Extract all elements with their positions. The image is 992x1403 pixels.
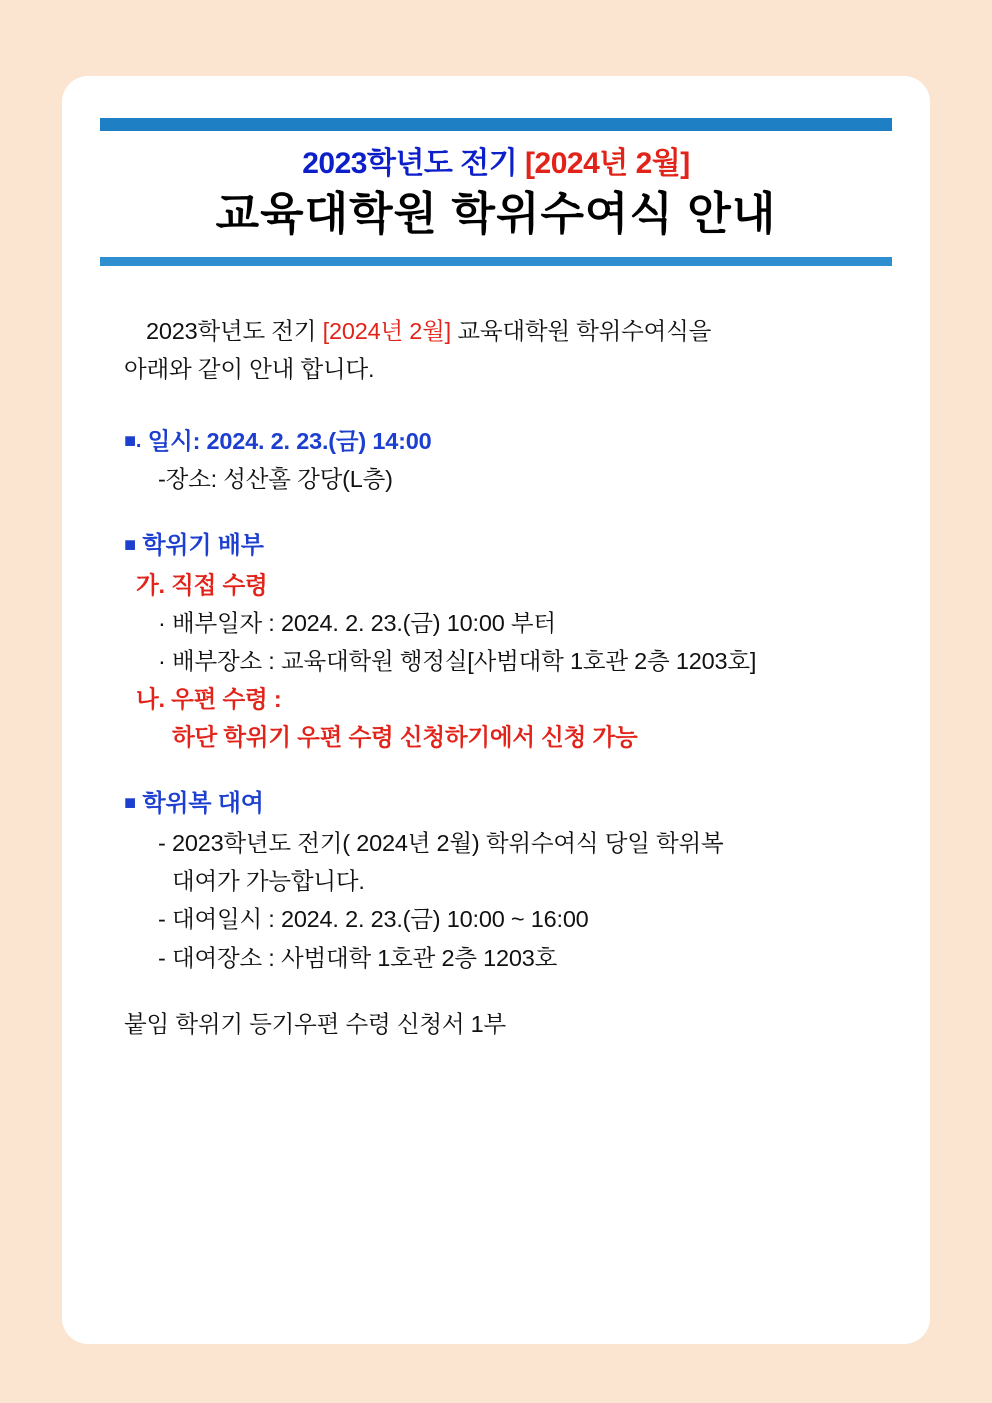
diploma-sub-b: 나. 우편 수령 :	[136, 686, 282, 713]
gown-heading-row	[124, 784, 868, 824]
diploma-b-line-1: 하단 학위기 우편 수령 신청하기에서 신청 가능	[172, 724, 638, 751]
spacer-3	[124, 756, 868, 784]
square-bullet-icon: ■	[124, 792, 136, 815]
document-inner	[100, 118, 892, 1043]
spacer-4	[124, 977, 868, 1005]
date-heading-row	[124, 422, 868, 460]
intro-line-1	[124, 312, 868, 350]
gown-line-4: - 대여장소 : 사범대학 1호관 2층 1203호	[158, 944, 558, 971]
intro-date-bracket: [2024년 2월]	[322, 318, 451, 344]
gown-line-2: 대여가 가능합니다.	[172, 868, 365, 895]
spacer-2	[124, 498, 868, 526]
document-card	[62, 76, 930, 1344]
section-date	[124, 422, 868, 498]
intro-text-1: 2023학년도 전기	[146, 318, 323, 344]
spacer-1	[124, 388, 868, 422]
gown-line-1: - 2023학년도 전기( 2024년 2월) 학위수여식 당일 학위복	[158, 830, 724, 857]
gown-heading-label: 학위복 대여	[135, 790, 264, 818]
section-gown	[124, 784, 868, 976]
title-block	[100, 131, 892, 249]
date-place-line: -장소: 성산홀 강당(L층)	[158, 466, 393, 493]
diploma-heading-row	[124, 526, 868, 566]
intro-line-2: 아래와 같이 안내 합니다.	[124, 356, 375, 383]
diploma-sub-a: 가. 직접 수령	[136, 572, 268, 599]
square-bullet-icon: ■.	[124, 430, 142, 453]
section-diploma	[124, 526, 868, 756]
diploma-a-line-1: · 배부일자 : 2024. 2. 23.(금) 10:00 부터	[158, 610, 556, 637]
header-rule-top	[100, 118, 892, 131]
gown-line-3: - 대여일시 : 2024. 2. 23.(금) 10:00 ~ 16:00	[158, 906, 589, 933]
title-line-1	[100, 145, 892, 183]
diploma-a-line-2: · 배부장소 : 교육대학원 행정실[사범대학 1호관 2층 1203호]	[158, 648, 757, 675]
title-date-bracket: [2024년 2월]	[525, 147, 690, 180]
date-heading-label: 일시: 2024. 2. 23.(금) 14:00	[141, 428, 432, 455]
title-year-text: 2023학년도 전기	[302, 147, 526, 180]
square-bullet-icon: ■	[124, 534, 136, 557]
document-body	[100, 312, 892, 1043]
page-title: 교육대학원 학위수여식 안내	[215, 187, 777, 239]
intro-text-2: 교육대학원 학위수여식을	[451, 318, 712, 344]
diploma-heading-label: 학위기 배부	[135, 532, 264, 560]
header-rule-bottom	[100, 257, 892, 266]
intro-paragraph	[124, 312, 868, 388]
attachment-line: 붙임 학위기 등기우편 수령 신청서 1부	[124, 1010, 507, 1037]
